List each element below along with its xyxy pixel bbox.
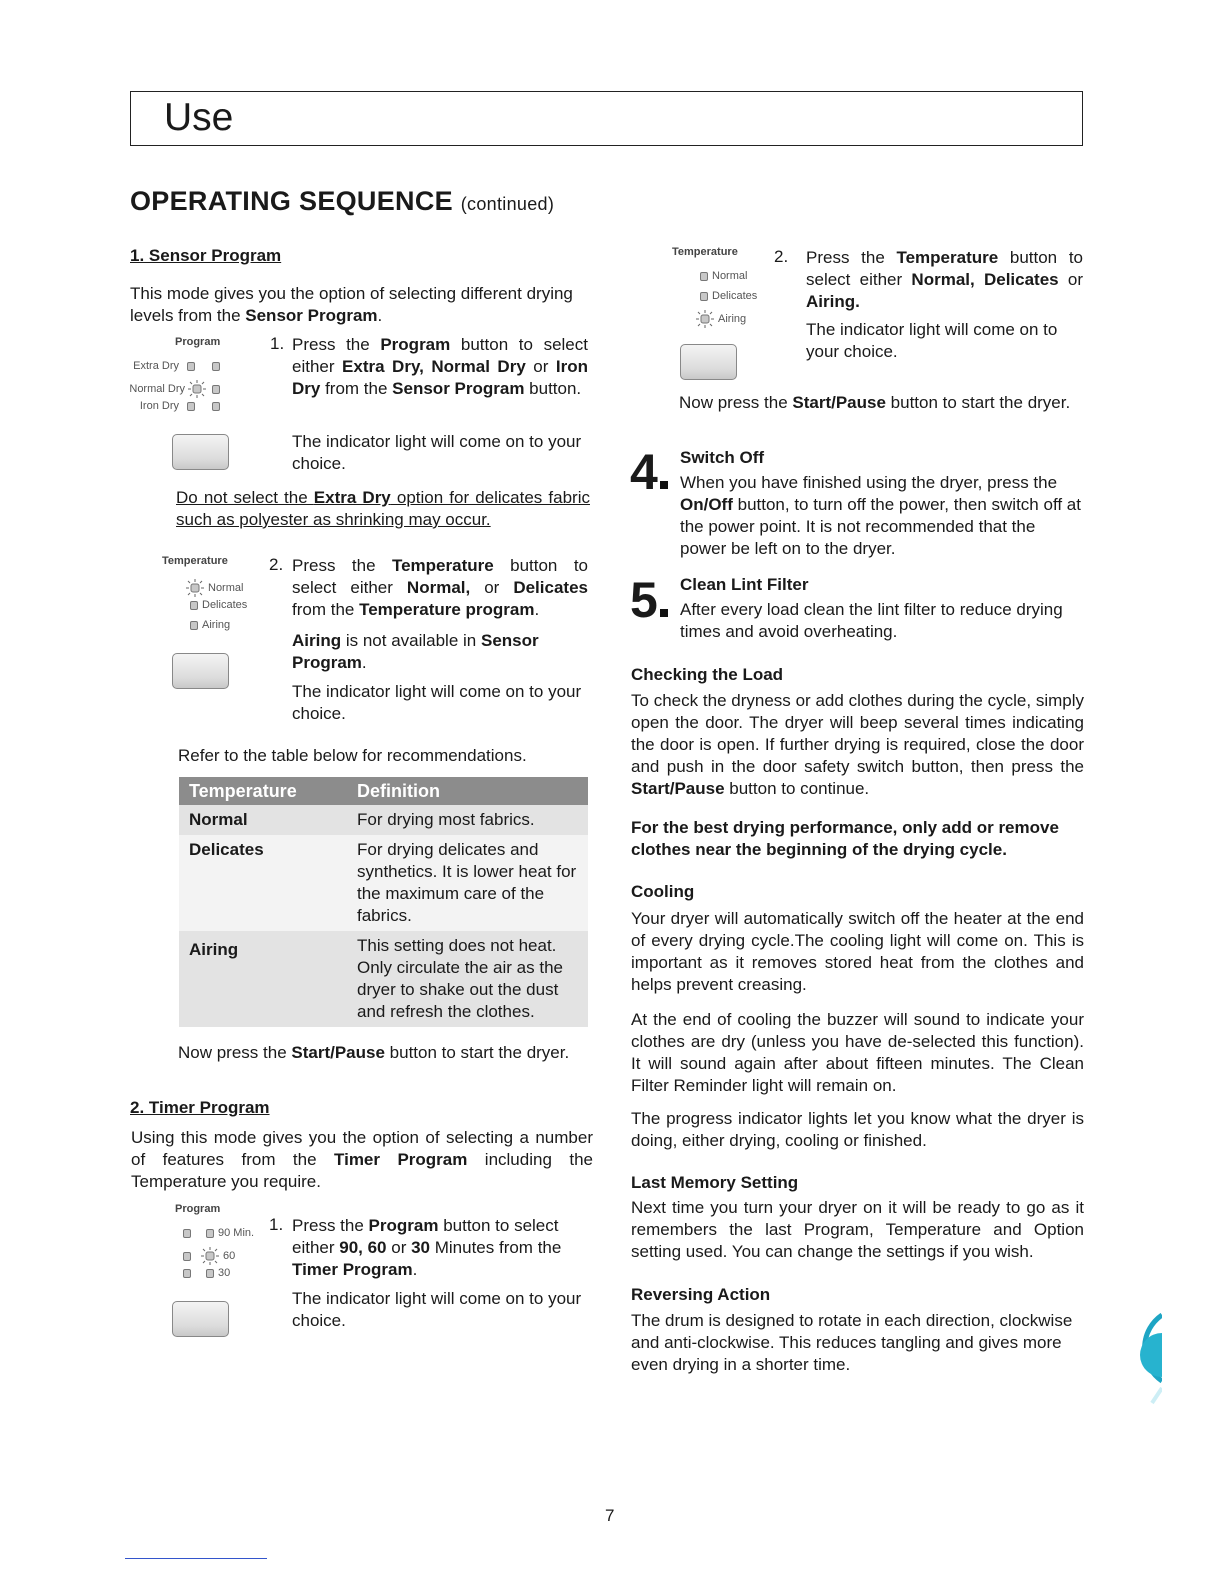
text-run: button to select either bbox=[292, 335, 588, 376]
text-run: button to start the dryer. bbox=[384, 1043, 570, 1062]
memory-text: Next time you turn your dryer on it will be ready to go as it remembers the last Program, Temperature and Option setting used. You can change the settings if you wish. bbox=[631, 1198, 1084, 1261]
panel-row-label: Airing bbox=[202, 619, 231, 631]
indicator-note: The indicator light will come on to your choice. bbox=[292, 682, 582, 723]
bold-text: Extra Dry, Normal Dry bbox=[342, 357, 526, 376]
panel-row bbox=[186, 579, 243, 597]
indicator-light-icon bbox=[206, 1229, 214, 1238]
clean-lint-text: After every load clean the lint filter to reduce drying times and avoid overheating. bbox=[680, 600, 1063, 641]
bold-text: 30 bbox=[411, 1238, 430, 1257]
indicator-light-icon bbox=[183, 1252, 191, 1261]
timer-program-title: 2. Timer Program bbox=[130, 1098, 270, 1117]
extra-dry-warning bbox=[176, 487, 590, 531]
sensor-program-title: 1. Sensor Program bbox=[130, 246, 282, 265]
footer-rule bbox=[125, 1558, 267, 1559]
bold-text: Temperature bbox=[391, 556, 494, 575]
panel-row-label: Normal bbox=[208, 581, 244, 594]
bold-text: Start/Pause bbox=[631, 779, 725, 798]
text-run: Now press the bbox=[178, 1043, 292, 1062]
airing-note bbox=[292, 630, 588, 674]
temperature-panel bbox=[155, 555, 265, 695]
table-row bbox=[179, 835, 588, 931]
bold-text: Start/Pause bbox=[792, 393, 886, 412]
text-run: button to select either bbox=[292, 556, 588, 597]
panel-row bbox=[696, 310, 746, 328]
text-run: This mode gives you the option of selecting different drying levels from the bbox=[130, 284, 573, 325]
panel-row bbox=[190, 599, 247, 611]
table-cell: Normal bbox=[179, 805, 347, 835]
indicator-light-on-icon bbox=[186, 582, 204, 594]
indicator-light-icon bbox=[700, 272, 708, 281]
heading-text: OPERATING SEQUENCE bbox=[130, 186, 453, 216]
text-run: Now press the bbox=[679, 393, 793, 412]
step-4-number bbox=[630, 444, 668, 500]
indicator-light-icon bbox=[187, 362, 195, 371]
table-cell: For drying most fabrics. bbox=[347, 805, 588, 835]
bold-text: Sensor Program bbox=[292, 631, 539, 672]
text-run: button to start the dryer. bbox=[885, 393, 1071, 412]
text-run: option for delicates fabric such as polyester as shrinking may occur. bbox=[176, 488, 590, 529]
bold-text: Start/Pause bbox=[291, 1043, 385, 1062]
text-run: or bbox=[470, 578, 514, 597]
page-heading bbox=[130, 186, 554, 217]
indicator-light-on-icon bbox=[188, 383, 206, 395]
temperature-step2 bbox=[806, 247, 1083, 313]
step-number: 4 bbox=[630, 444, 658, 500]
indicator-light-icon bbox=[212, 402, 220, 411]
indicator-light-on-icon bbox=[696, 313, 714, 325]
panel-row-label: Delicates bbox=[712, 290, 758, 302]
bold-text: Timer Program bbox=[292, 1260, 413, 1279]
panel-title: Program bbox=[175, 1203, 221, 1215]
text-run: is not available in bbox=[341, 631, 481, 650]
panel-row-label: 60 bbox=[223, 1249, 236, 1262]
panel-row-label: 90 Min. bbox=[218, 1227, 255, 1239]
panel-row-label: Normal bbox=[712, 270, 748, 282]
timer-intro bbox=[131, 1127, 593, 1193]
temperature-panel bbox=[665, 246, 775, 386]
bold-text: Delicates bbox=[513, 578, 588, 597]
panel-row bbox=[183, 1267, 230, 1279]
text-run: or bbox=[386, 1238, 412, 1257]
start-note bbox=[679, 392, 1070, 414]
indicator-light-icon bbox=[212, 362, 220, 371]
section-title: Use bbox=[164, 96, 234, 139]
sensor-intro bbox=[130, 283, 595, 327]
table-header: Definition bbox=[347, 777, 588, 805]
step-number: 2. bbox=[269, 555, 284, 574]
bold-text: Temperature bbox=[896, 248, 999, 267]
table-row bbox=[179, 931, 588, 1027]
panel-title: Temperature bbox=[162, 555, 228, 567]
step-5-number bbox=[630, 572, 668, 628]
text-run: . bbox=[534, 600, 540, 619]
panel-row bbox=[700, 290, 757, 302]
reversing-title: Reversing Action bbox=[631, 1285, 771, 1304]
bold-text: Program bbox=[380, 335, 451, 354]
text-run: including the Temperature you require. bbox=[131, 1150, 593, 1191]
table-cell: Airing bbox=[179, 931, 347, 1027]
sensor-step1 bbox=[292, 334, 588, 400]
clean-lint-title: Clean Lint Filter bbox=[680, 575, 809, 594]
checking-title: Checking the Load bbox=[631, 665, 784, 684]
bold-text: Normal, bbox=[406, 578, 471, 597]
refer-note: Refer to the table below for recommendations. bbox=[178, 746, 527, 765]
text-run: . bbox=[412, 1260, 418, 1279]
indicator-note: The indicator light will come on to your choice. bbox=[292, 1289, 582, 1330]
program-button[interactable] bbox=[680, 344, 737, 380]
bold-text: Program bbox=[368, 1216, 439, 1235]
text-run: Press the bbox=[292, 1216, 369, 1235]
panel-row bbox=[140, 400, 220, 412]
table-row bbox=[179, 805, 588, 835]
cooling-title: Cooling bbox=[631, 882, 695, 901]
text-run: Minutes from the bbox=[430, 1238, 562, 1257]
step-number: 1. bbox=[270, 334, 285, 353]
timer-step1 bbox=[292, 1215, 588, 1281]
text-run: Press the bbox=[292, 335, 381, 354]
bold-text: On/Off bbox=[680, 495, 733, 514]
table-header: Temperature bbox=[179, 777, 347, 805]
indicator-light-icon bbox=[183, 1229, 191, 1238]
bold-text: Extra Dry bbox=[313, 488, 391, 507]
panel-row bbox=[183, 1247, 235, 1265]
table-cell: Delicates bbox=[179, 835, 347, 931]
indicator-light-icon bbox=[187, 402, 195, 411]
panel-row-label: Normal Dry bbox=[129, 382, 185, 395]
indicator-light-icon bbox=[206, 1269, 214, 1278]
bold-text: Sensor Program bbox=[392, 379, 525, 398]
switch-off-title: Switch Off bbox=[680, 448, 765, 467]
program-panel bbox=[110, 336, 260, 476]
text-run: . bbox=[361, 653, 367, 672]
text-run: To check the dryness or add clothes during the cycle, simply open the door. The dryer will beep several times indicating the door is open. If further drying is required, close the door and push in the door safety switch button, then press the bbox=[631, 691, 1084, 776]
text-run: Do not select the bbox=[176, 488, 314, 507]
best-performance-note: For the best drying performance, only add or remove clothes near the beginning of the drying cycle. bbox=[631, 818, 1059, 859]
text-run: Press the bbox=[292, 556, 392, 575]
bold-text: Airing. bbox=[806, 292, 860, 311]
panel-row bbox=[183, 1227, 254, 1239]
progress-text: The progress indicator lights let you know what the dryer is doing, either drying, cooling or finished. bbox=[631, 1109, 1084, 1150]
memory-title: Last Memory Setting bbox=[631, 1173, 799, 1192]
indicator-light-icon bbox=[190, 621, 198, 630]
indicator-light-on-icon bbox=[201, 1250, 219, 1262]
section-header-box bbox=[130, 91, 1083, 146]
bold-text: 90, 60 bbox=[339, 1238, 387, 1257]
reversing-text: The drum is designed to rotate in each direction, clockwise and anti-clockwise. This reduces tangling and gives more even drying in a shorter time. bbox=[631, 1311, 1073, 1374]
bold-text: Airing bbox=[292, 631, 342, 650]
indicator-note: The indicator light will come on to your choice. bbox=[292, 432, 582, 473]
text-run: or bbox=[1058, 270, 1083, 289]
panel-row-label: Airing bbox=[718, 312, 747, 325]
indicator-light-icon bbox=[190, 601, 198, 610]
page-number: 7 bbox=[605, 1506, 615, 1525]
text-run: button to select either bbox=[292, 1216, 559, 1257]
indicator-light-icon bbox=[183, 1269, 191, 1278]
cooling-text: Your dryer will automatically switch off the heater at the end of every drying cycle.The cooling light will come on. This is important as it removes stored heat from the clothes and helps prevent creasing. bbox=[631, 909, 1084, 994]
timer-program-panel bbox=[170, 1203, 270, 1343]
panel-row-label: Delicates bbox=[202, 599, 248, 611]
panel-row-label: 30 bbox=[218, 1267, 231, 1279]
text-run: button. bbox=[524, 379, 582, 398]
table-cell: This setting does not heat. Only circulate the air as the dryer to shake out the dust and refresh the clothes. bbox=[347, 931, 588, 1027]
text-run: button, to turn off the power, then switch off at the power point. It is not recommended that the power be left on to the dryer. bbox=[680, 495, 1081, 558]
indicator-note: The indicator light will come on to your choice. bbox=[806, 320, 1058, 361]
indicator-light-icon bbox=[700, 292, 708, 301]
program-button[interactable] bbox=[172, 434, 229, 470]
step-number: 5 bbox=[630, 572, 658, 628]
text-run: from the bbox=[320, 379, 393, 398]
brand-logo-icon bbox=[1132, 1313, 1162, 1413]
text-run: button to select either bbox=[806, 248, 1083, 289]
text-run: button to continue. bbox=[724, 779, 870, 798]
panel-row bbox=[133, 360, 220, 372]
bold-text: Iron Dry bbox=[292, 357, 589, 398]
text-run: When you have finished using the dryer, press the bbox=[680, 473, 1058, 492]
panel-title: Temperature bbox=[672, 246, 738, 258]
bold-text: Normal, Delicates bbox=[911, 270, 1059, 289]
step-number: 2. bbox=[774, 247, 789, 266]
program-button[interactable] bbox=[172, 1301, 229, 1337]
panel-row bbox=[129, 380, 220, 398]
text-run: Using this mode gives you the option of selecting a number of features from the bbox=[131, 1128, 593, 1169]
cooling-buzzer-text: At the end of cooling the buzzer will sound to indicate your clothes are dry (unless you have de-selected this function). It will sound again after about fifteen minutes. The Clean Filter Reminder light will remain on. bbox=[631, 1010, 1084, 1095]
text-run: . bbox=[377, 306, 383, 325]
program-button[interactable] bbox=[172, 653, 229, 689]
text-run: Press the bbox=[806, 248, 897, 267]
text-run: or bbox=[525, 357, 556, 376]
heading-suffix: (continued) bbox=[460, 194, 555, 214]
panel-title: Program bbox=[175, 336, 221, 348]
start-note bbox=[178, 1042, 569, 1064]
table-cell: For drying delicates and synthetics. It is lower heat for the maximum care of the fabrics. bbox=[347, 835, 588, 931]
checking-text bbox=[631, 690, 1084, 800]
bold-text: Temperature program bbox=[359, 600, 535, 619]
panel-row-label: Iron Dry bbox=[139, 400, 179, 412]
switch-off-text bbox=[680, 472, 1084, 560]
bold-text: Sensor Program bbox=[245, 306, 378, 325]
sensor-step2 bbox=[292, 555, 588, 621]
panel-row bbox=[190, 619, 230, 631]
temperature-table bbox=[179, 777, 588, 1027]
bold-text: Timer Program bbox=[334, 1150, 468, 1169]
indicator-light-icon bbox=[212, 385, 220, 394]
text-run: from the bbox=[292, 600, 360, 619]
panel-row-label: Extra Dry bbox=[133, 360, 179, 372]
step-number: 1. bbox=[269, 1215, 284, 1234]
panel-row bbox=[700, 270, 747, 282]
